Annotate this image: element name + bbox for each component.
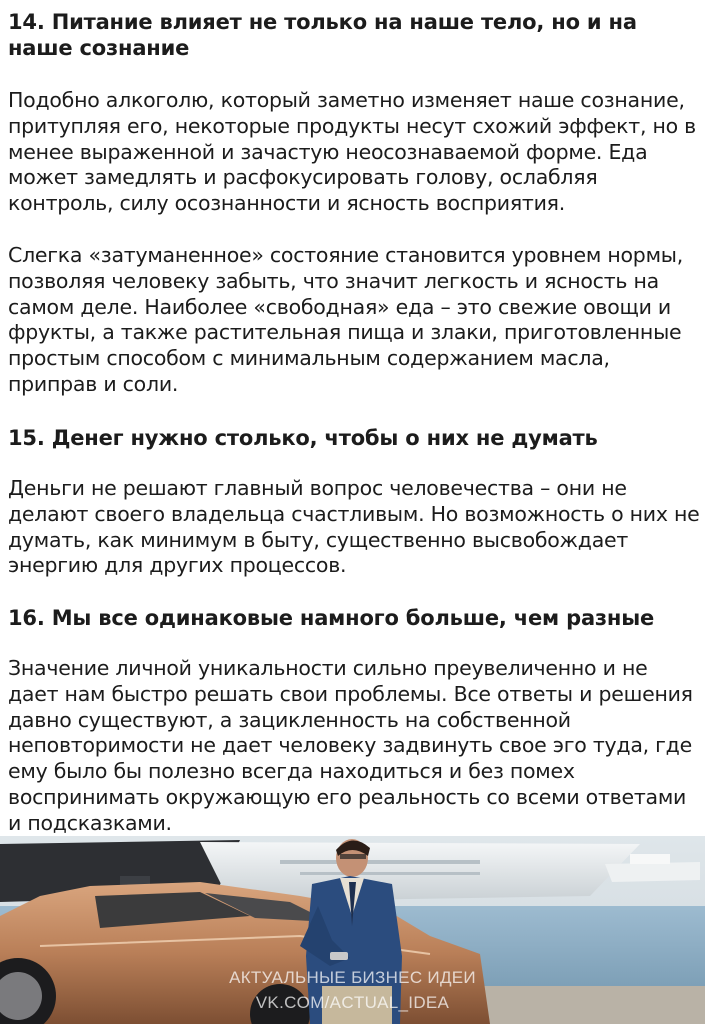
section-14-paragraph-2: Слегка «затуманенное» состояние становится уровнем нормы, позволяя человеку забыть, что значит легкость и ясность на самом деле. Наиболее «свободная» еда – это свежие овощи и фрукты, а также растительная пища и злаки, приготовленные простым способом с минимальным содержанием масла, приправ и соли. xyxy=(8,243,683,396)
section-15-heading: 15. Денег нужно столько, чтобы о них не думать xyxy=(8,426,598,450)
section-15-paragraph: Деньги не решают главный вопрос человечества – они не делают своего владельца счастливым. Но возможность о них не думать, как минимум в быту, существенно высвобождает энергию для других процессов. xyxy=(8,476,700,578)
watermark-line-2: VK.COM/ACTUAL_IDEA xyxy=(255,993,450,1012)
section-14-heading: 14. Питание влияет не только на наше тело, но и на наше сознание xyxy=(8,10,637,60)
section-16-paragraph: Значение личной уникальности сильно преувеличенно и не дает нам быстро решать свои проблемы. Все ответы и решения давно существуют, а зацикленность на собственной неповторимости не дает человеку задвинуть свое эго туда, где ему было бы полезно всегда находиться и без помех воспринимать окружающую его реальность со всеми ответами и подсказками. xyxy=(8,656,693,835)
watermark-line-1: АКТУАЛЬНЫЕ БИЗНЕС ИДЕИ xyxy=(229,968,476,987)
section-14-paragraph-1: Подобно алкоголю, который заметно изменяет наше сознание, притупляя его, некоторые продукты несут схожий эффект, но в менее выраженной и зачастую неосознаваемой форме. Еда может замедлять и расфокусировать голову, ослабляя контроль, силу осознанности и ясность восприятия. xyxy=(8,88,697,216)
section-16-heading: 16. Мы все одинаковые намного больше, чем разные xyxy=(8,606,655,630)
